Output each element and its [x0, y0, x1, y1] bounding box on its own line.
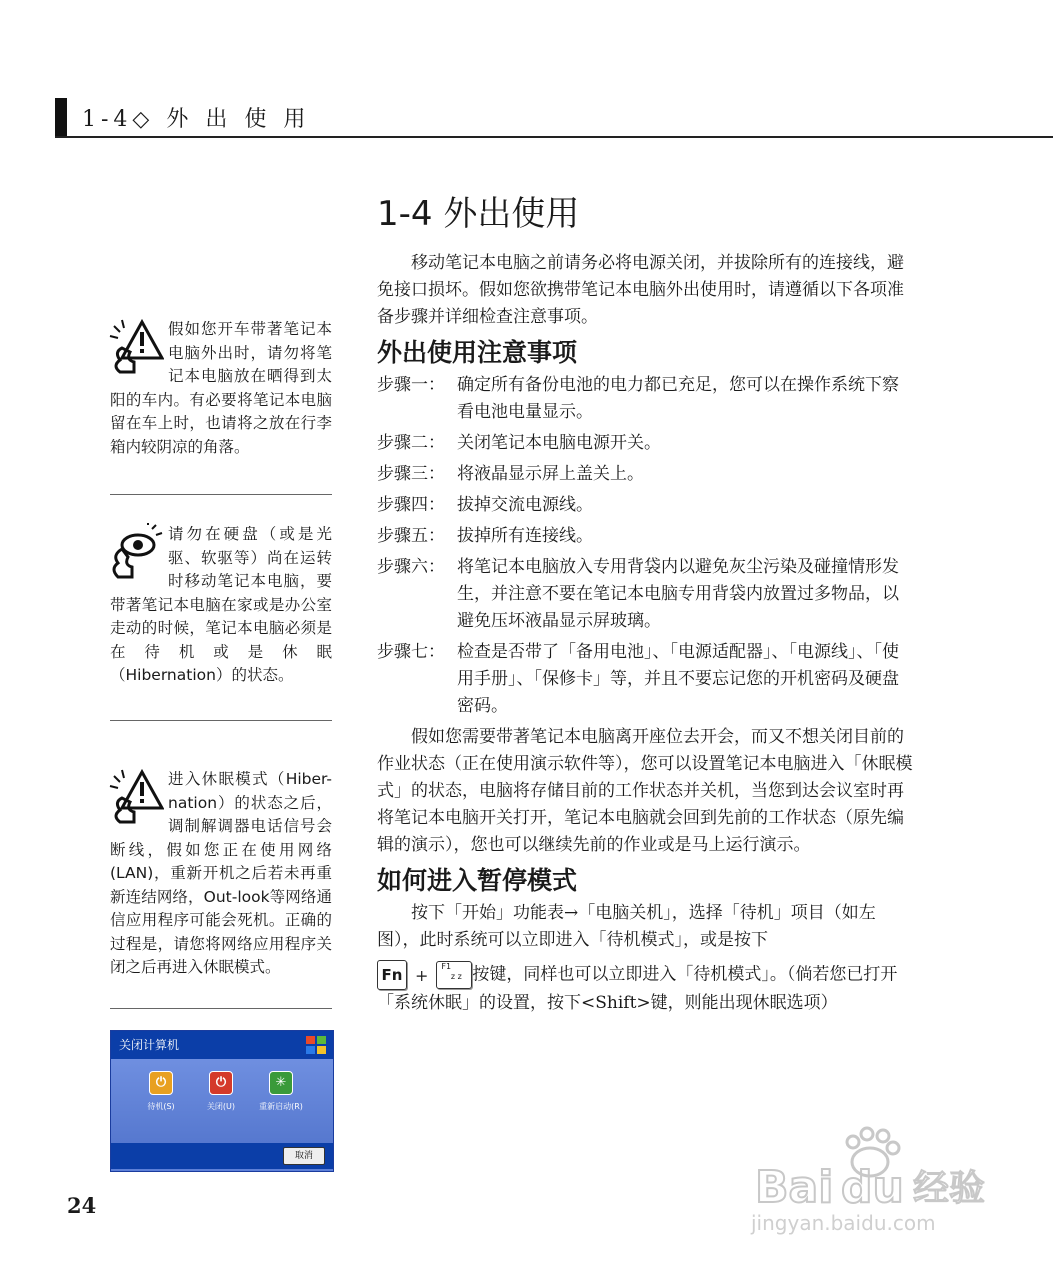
step-label: 步骤七：: [377, 642, 445, 662]
section-title-standby: 如何进入暂停模式: [377, 866, 578, 895]
step-text: 检查是否带了「备用电池」、「电源适配器」、「电源线」、「使用手册」、「保修卡」等，并且不要忘记您的开机密码及硬盘密码。: [457, 642, 899, 716]
windows-logo-icon: [305, 1035, 327, 1055]
f1-key-top: F1: [441, 962, 452, 971]
sidebar-divider: [110, 494, 332, 495]
step-1: [377, 372, 915, 426]
restart-label: 重新启动(R): [259, 1102, 303, 1111]
step-text: 关闭笔记本电脑电源开关。: [457, 433, 661, 453]
key-combo-paragraph: [377, 960, 915, 1017]
shutdown-dialog: [110, 1030, 334, 1172]
standby-text: 按下「开始」功能表→「电脑关机」，选择「待机」项目（如左图），此时系统可以立即进入「待机模式」，或是按下: [377, 903, 876, 950]
warning-icon: [108, 318, 164, 374]
sidebar-divider: [110, 1008, 332, 1009]
dialog-body: [111, 1059, 333, 1143]
standby-label: 待机(S): [147, 1102, 175, 1111]
svg-text:du: du: [841, 1162, 904, 1213]
note-text: 请勿在硬盘（或是光驱、软驱等）尚在运转时移动笔记本电脑，要带著笔记本电脑在家或是办公室走动的时候，笔记本电脑必须是在待机或是休眠（Hibernation）的状态。: [110, 525, 332, 684]
step-label: 步骤五：: [377, 526, 445, 546]
sidebar-divider: [110, 720, 332, 721]
step-text: 拔掉所有连接线。: [457, 526, 593, 546]
sidebar-note-heat: [110, 318, 332, 459]
svg-text:经验: 经验: [913, 1168, 986, 1209]
main-content: [377, 250, 915, 1017]
step-label: 步骤六：: [377, 557, 445, 577]
step-text: 拔掉交流电源线。: [457, 495, 593, 515]
header-rule: [55, 136, 1053, 138]
page-number: 24: [67, 1193, 97, 1218]
shutdown-button[interactable]: [191, 1071, 251, 1112]
plus-sign: +: [415, 965, 429, 985]
restart-icon: ✳: [269, 1071, 293, 1095]
dialog-titlebar: [111, 1031, 333, 1059]
shutdown-label: 关闭(U): [206, 1102, 236, 1111]
standby-text-cont: 按键，同样也可以立即进入「待机模式」。（倘若您已打开「系统休眠」的设置，按下<Shift>键，则能出现休眠选项）: [377, 964, 898, 1013]
step-4: [377, 492, 915, 519]
fn-key-icon: Fn: [377, 960, 407, 990]
power-icon: ⏻: [149, 1071, 173, 1095]
step-7: [377, 639, 915, 720]
header-bar: [55, 98, 67, 138]
step-text: 将笔记本电脑放入专用背袋内以避免灰尘污染及碰撞情形发生，并注意不要在笔记本电脑专用背袋内放置过多物品，以避免压坏液晶显示屏玻璃。: [457, 557, 899, 631]
step-label: 步骤二：: [377, 433, 445, 453]
dialog-footer: [111, 1143, 333, 1169]
intro-paragraph: 移动笔记本电脑之前请务必将电源关闭，并拔除所有的连接线，避免接口损坏。假如您欲携带笔记本电脑外出使用时，请遵循以下各项准备步骤并详细检查注意事项。: [377, 253, 904, 327]
standby-paragraph: [377, 900, 915, 954]
f1-key-bottom: z z: [450, 972, 462, 981]
step-label: 步骤三：: [377, 464, 445, 484]
step-6: [377, 554, 915, 635]
sidebar-note-disk: [110, 523, 332, 688]
f1-key-icon: [436, 961, 472, 989]
standby-button[interactable]: [131, 1071, 191, 1112]
step-5: [377, 523, 915, 550]
step-label: 步骤四：: [377, 495, 445, 515]
baidu-jingyan-watermark: [745, 1120, 1005, 1240]
note-text: 假如您开车带著笔记本电脑外出时，请勿将笔记本电脑放在晒得到太阳的车内。有必要将笔记本电脑留在车上时，也请将之放在行李箱内较阴凉的角落。: [110, 320, 332, 456]
power-icon: ⏻: [209, 1071, 233, 1095]
note-text: 进入休眠模式（Hiber-nation）的状态之后，调制解调器电话信号会断线，假如您正在使用网络(LAN)，重新开机之后若未再重新连结网络，Out-look等网络通信应用程序可能会死机。正确的过程是，请您将网络应用程序关闭之后再进入休眠模式。: [110, 770, 332, 976]
eye-icon: [108, 523, 164, 579]
svg-text:jingyan.baidu.com: jingyan.baidu.com: [751, 1211, 936, 1235]
step-3: [377, 461, 915, 488]
step-2: [377, 430, 915, 457]
sidebar-note-network: [110, 768, 332, 980]
hibernate-paragraph: 假如您需要带著笔记本电脑离开座位去开会，而又不想关闭目前的作业状态（正在使用演示软件等），您可以设置笔记本电脑进入「休眠模式」的状态，电脑将存储目前的工作状态并关机，当您到达会议室时再将笔记本电脑开关打开，笔记本电脑就会回到先前的工作状态（原先编辑的演示），您也可以继续先前的作业或是马上运行演示。: [377, 727, 913, 855]
restart-button[interactable]: [251, 1071, 311, 1112]
page-title: 1-4 外出使用: [377, 194, 580, 234]
step-label: 步骤一：: [377, 375, 445, 395]
svg-text:Bai: Bai: [755, 1162, 834, 1213]
cancel-button[interactable]: 取消: [283, 1147, 325, 1165]
step-text: 将液晶显示屏上盖关上。: [457, 464, 644, 484]
running-header: 1-4◇ 外 出 使 用: [82, 107, 311, 132]
section-title-precautions: 外出使用注意事项: [377, 338, 578, 367]
dialog-title: 关闭计算机: [119, 1038, 180, 1052]
step-text: 确定所有备份电池的电力都已充足，您可以在操作系统下察看电池电量显示。: [457, 375, 899, 422]
warning-icon: [108, 768, 164, 824]
